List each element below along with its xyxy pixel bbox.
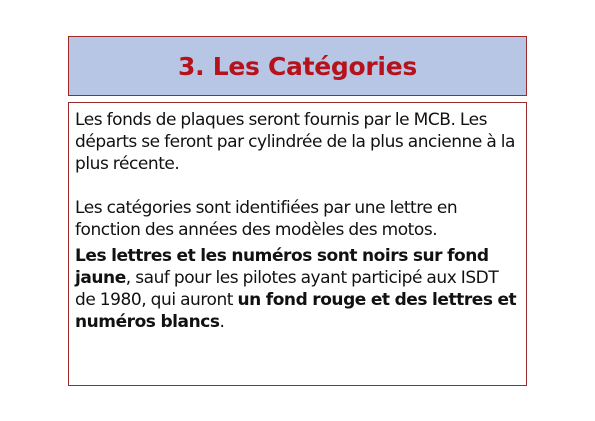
colors-bold-end: un fond rouge et des lettres et numéros blancs [75, 290, 517, 332]
paragraph-colors [75, 245, 518, 333]
slide-title: 3. Les Catégories [178, 51, 417, 81]
colors-end: . [219, 312, 225, 332]
slide-title-box [68, 36, 527, 96]
colors-bold-start: Les lettres et les numéros sont noirs sur fond jaune [75, 246, 489, 288]
colors-middle: , sauf pour les pilotes ayant participé aux ISDT de 1980, qui auront [75, 268, 499, 310]
paragraph-plates-departures: Les fonds de plaques seront fournis par le MCB. Les départs se feront par cylindrée de la plus ancienne à la plus récente. [75, 110, 515, 174]
slide-content-box [68, 102, 527, 386]
paragraph-categories: Les catégories sont identifiées par une lettre en fonction des années des modèles des motos. [75, 198, 458, 240]
